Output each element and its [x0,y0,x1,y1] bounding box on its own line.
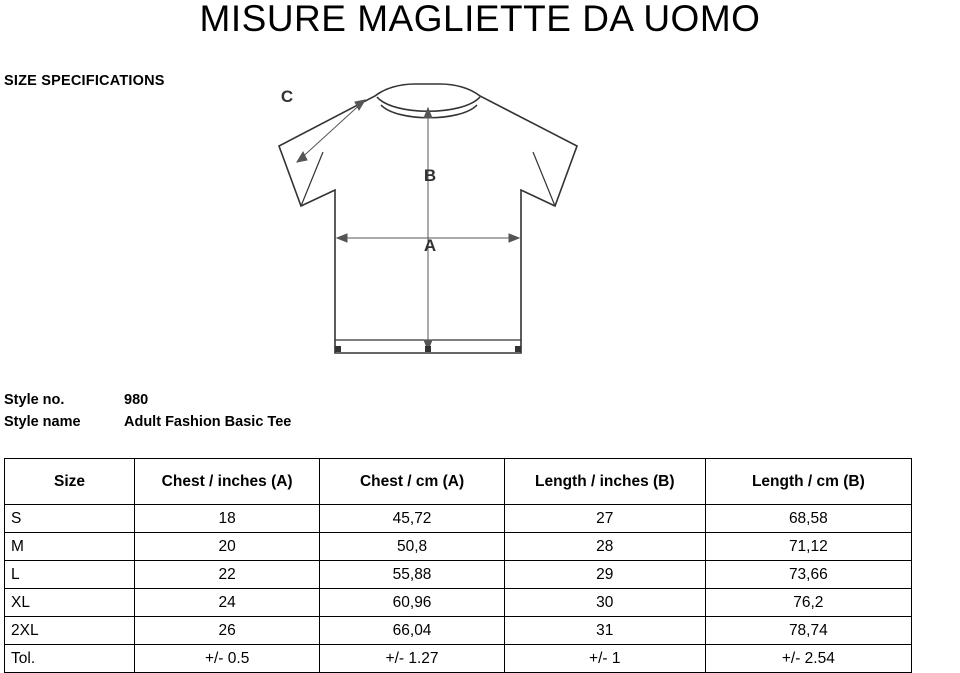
cell-length-cm: 71,12 [705,533,911,561]
cell-length-inches: 31 [504,617,705,645]
cell-length-cm: 73,66 [705,561,911,589]
cell-length-inches: 28 [504,533,705,561]
cell-chest-cm: 60,96 [320,589,505,617]
style-no-value: 980 [124,392,149,408]
diagram-label-a: A [423,236,437,255]
cell-length-cm: 76,2 [705,589,911,617]
cell-length-inches: 30 [504,589,705,617]
cell-chest-inches: 18 [135,505,320,533]
table-header-chest-inches: Chest / inches (A) [135,459,320,505]
cell-length-cm: +/- 2.54 [705,645,911,673]
cell-chest-cm: +/- 1.27 [320,645,505,673]
page-title: MISURE MAGLIETTE DA UOMO [199,0,761,39]
style-name-value: Adult Fashion Basic Tee [124,414,292,430]
table-header-chest-cm: Chest / cm (A) [320,459,505,505]
cell-size: 2XL [5,617,135,645]
cell-size: M [5,533,135,561]
cell-chest-cm: 45,72 [320,505,505,533]
cell-length-cm: 78,74 [705,617,911,645]
table-header-length-cm: Length / cm (B) [705,459,911,505]
cell-chest-inches: 22 [135,561,320,589]
cell-chest-inches: +/- 0.5 [135,645,320,673]
cell-size: L [5,561,135,589]
cell-length-inches: +/- 1 [504,645,705,673]
tshirt-diagram [225,78,625,378]
style-info [4,392,291,436]
cell-chest-inches: 26 [135,617,320,645]
style-name-label: Style name [4,414,81,430]
table-header-size: Size [5,459,135,505]
cell-chest-cm: 50,8 [320,533,505,561]
table-header-length-inches: Length / inches (B) [504,459,705,505]
size-specifications-label: SIZE SPECIFICATIONS [4,73,165,89]
table-header-row [5,459,912,505]
cell-chest-cm: 66,04 [320,617,505,645]
table-row [5,505,912,533]
table-row [5,617,912,645]
diagram-label-b: B [423,166,437,185]
table-row [5,561,912,589]
cell-length-inches: 27 [504,505,705,533]
table-row [5,645,912,673]
cell-size: XL [5,589,135,617]
diagram-label-c: C [280,87,294,106]
style-name-row [4,414,291,436]
table-row [5,533,912,561]
cell-size: Tol. [5,645,135,673]
cell-chest-inches: 24 [135,589,320,617]
cell-length-cm: 68,58 [705,505,911,533]
table-row [5,589,912,617]
cell-chest-inches: 20 [135,533,320,561]
cell-size: S [5,505,135,533]
cell-length-inches: 29 [504,561,705,589]
cell-chest-cm: 55,88 [320,561,505,589]
size-table [4,458,912,673]
style-no-row [4,392,291,414]
style-no-label: Style no. [4,392,65,408]
